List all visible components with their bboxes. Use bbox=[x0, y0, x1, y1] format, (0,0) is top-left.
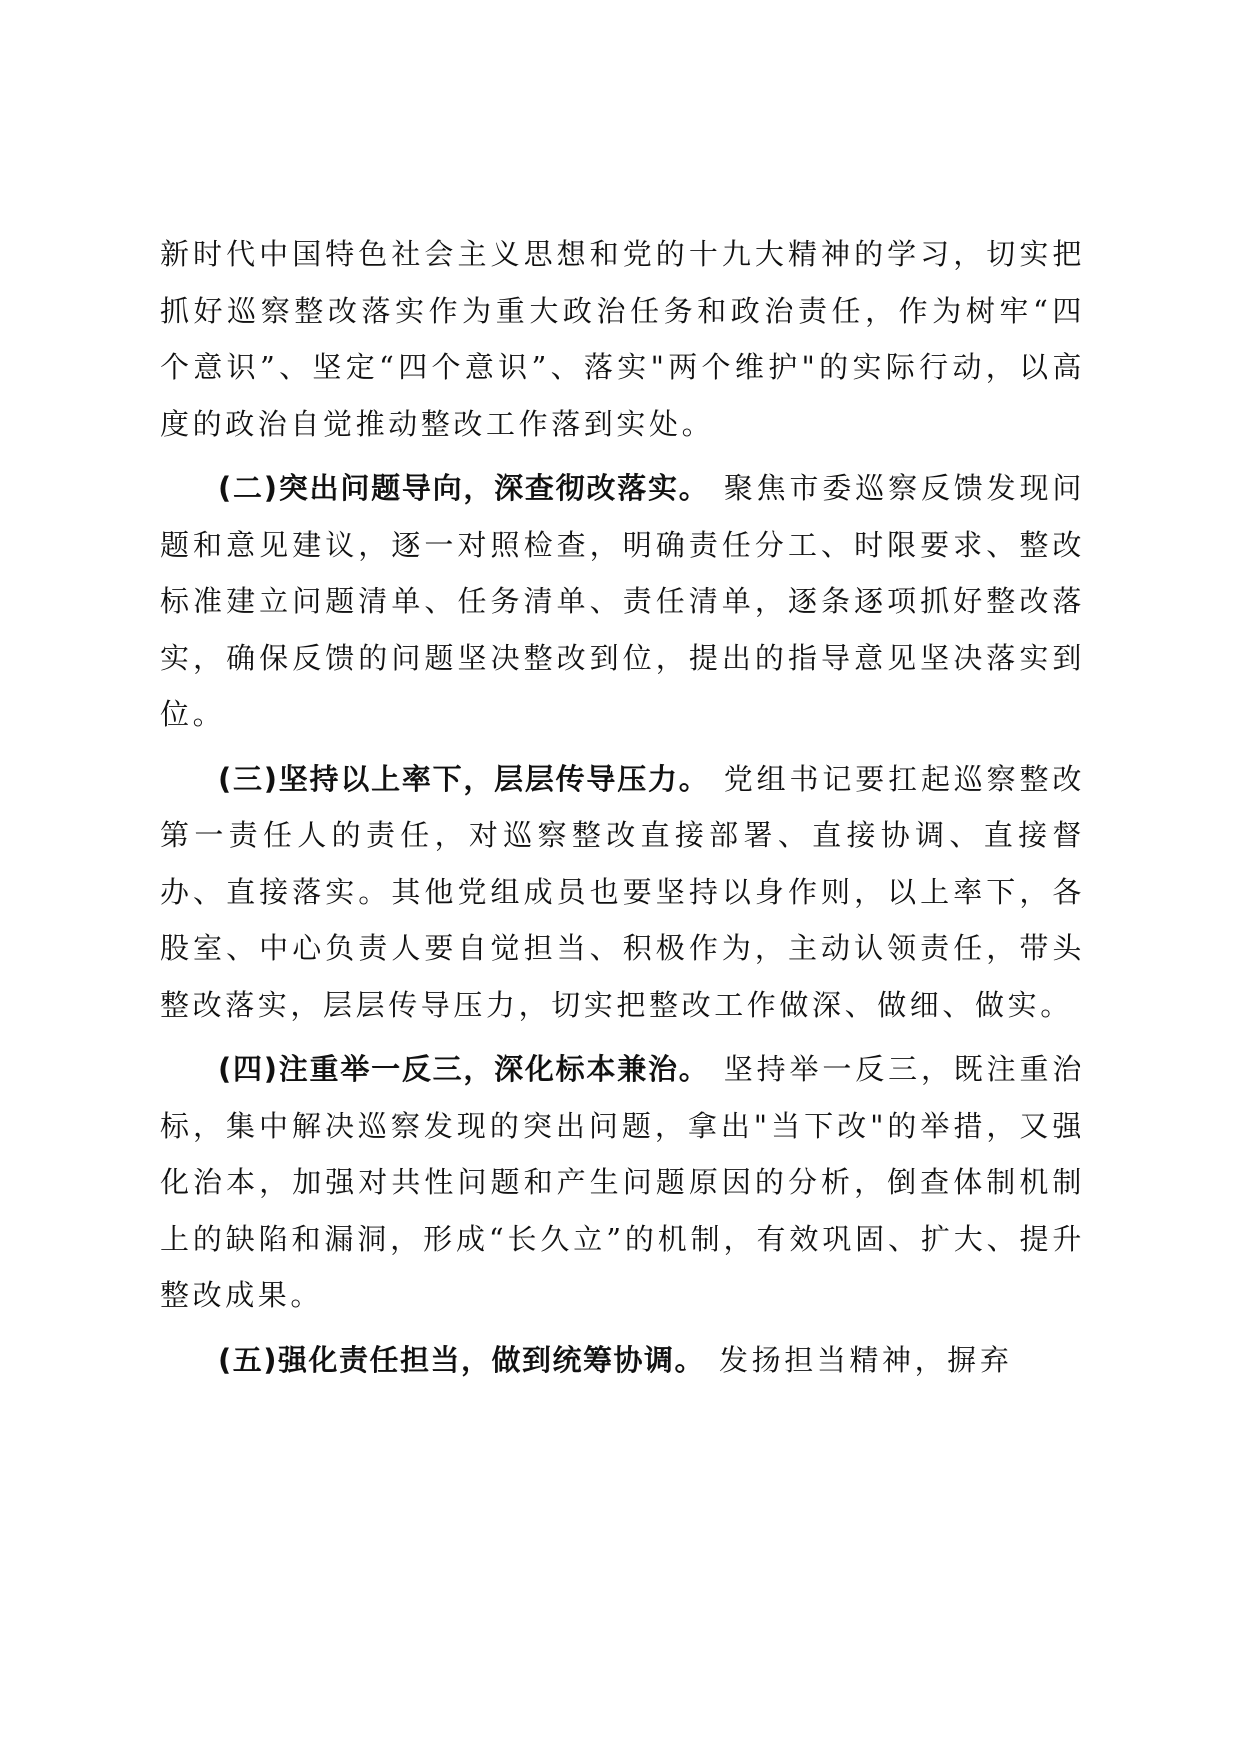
paragraph-body: 党组书记要扛起巡察整改第一责任人的责任，对巡察整改直接部署、直接协调、直接督办、直接落实。其他党组成员也要坚持以身作则，以上率下，各股室、中心负责人要自觉担当、积极作为，主动认领责任，带头整改落实，层层传导压力，切实把整改工作做深、做细、做实。 bbox=[160, 761, 1085, 1022]
paragraph-section-2 bbox=[160, 460, 1085, 743]
paragraph-section-5 bbox=[160, 1332, 1085, 1389]
paragraph-body: 发扬担当精神，摒弃 bbox=[719, 1342, 1013, 1377]
section-heading: (二)突出问题导向，深查彻改落实。 bbox=[218, 471, 710, 505]
paragraph-body: 坚持举一反三，既注重治标，集中解决巡察发现的突出问题，拿出"当下改"的举措，又强化治本，加强对共性问题和产生问题原因的分析，倒查体制机制上的缺陷和漏洞，形成“长久立”的机制，有效巩固、扩大、提升整改成果。 bbox=[160, 1052, 1085, 1312]
paragraph-body: 聚焦市委巡察反馈发现问题和意见建议，逐一对照检查，明确责任分工、时限要求、整改标准建立问题清单、任务清单、责任清单，逐条逐项抓好整改落实，确保反馈的问题坚决整改到位，提出的指导意见坚决落实到位。 bbox=[160, 471, 1085, 731]
section-heading: (四)注重举一反三，深化标本兼治。 bbox=[218, 1052, 710, 1086]
section-heading: (三)坚持以上率下，层层传导压力。 bbox=[218, 761, 710, 796]
paragraph-continuation bbox=[160, 226, 1085, 452]
paragraph-section-4 bbox=[160, 1041, 1085, 1324]
paragraph-section-3 bbox=[160, 751, 1085, 1034]
paragraph-body: 新时代中国特色社会主义思想和党的十九大精神的学习，切实把抓好巡察整改落实作为重大政治任务和政治责任，作为树牢“四个意识”、坚定“四个意识”、落实"两个维护"的实际行动，以高度的政治自觉推动整改工作落到实处。 bbox=[160, 237, 1085, 441]
section-heading: (五)强化责任担当，做到统筹协调。 bbox=[218, 1342, 706, 1377]
